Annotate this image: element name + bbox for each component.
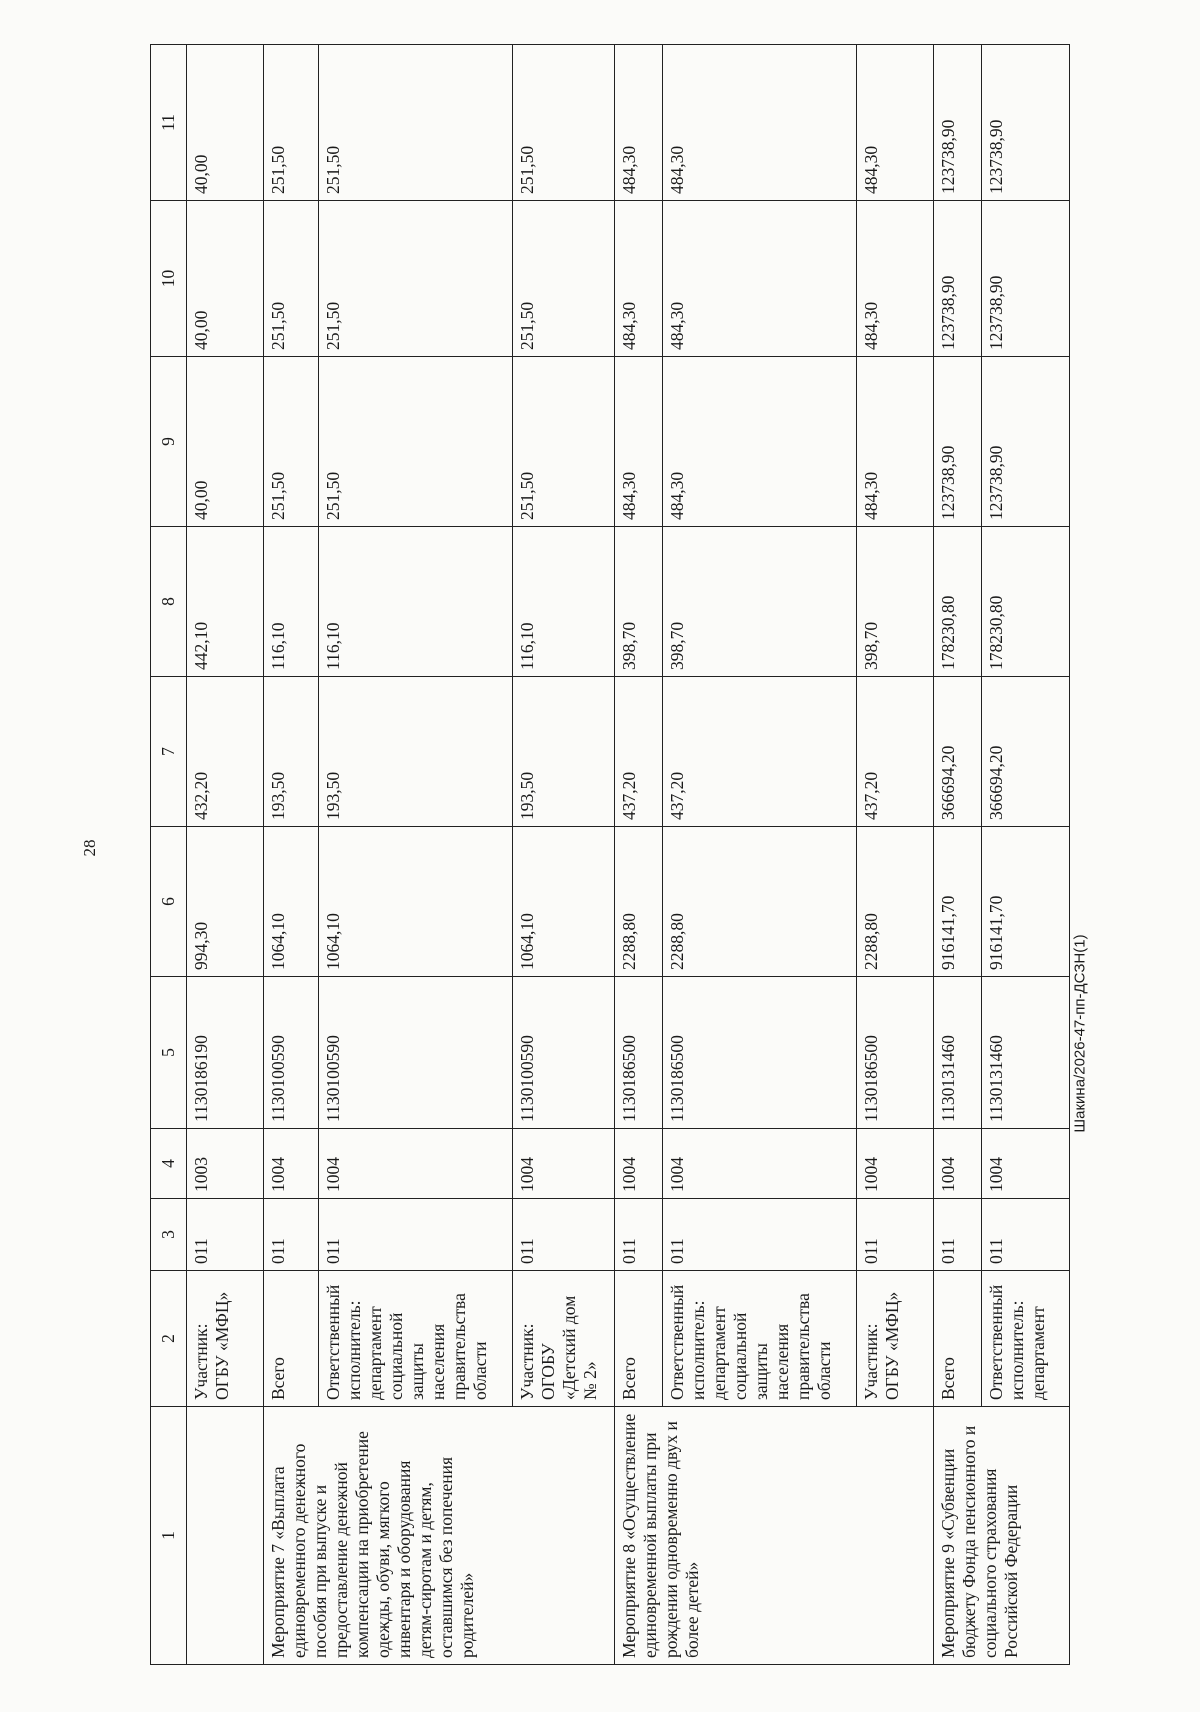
cell-executor: Всего	[614, 1271, 662, 1407]
footer-document-code: Шакина/2026-47-пп-ДСЗН(1)	[1071, 934, 1089, 1133]
cell-value: 437,20	[614, 677, 662, 827]
cell-value: 123738,90	[982, 201, 1070, 357]
cell-value: 123738,90	[933, 201, 981, 357]
cell-measure: Мероприятие 8 «Осуществление единовременной выплаты при рождении одновременно двух и более детей»	[614, 1407, 933, 1665]
cell-measure	[187, 1407, 264, 1665]
column-header: 1	[151, 1407, 187, 1665]
cell-value: 193,50	[512, 677, 614, 827]
cell-value: 1004	[982, 1129, 1070, 1199]
cell-value: 193,50	[263, 677, 318, 827]
cell-executor: Всего	[933, 1271, 981, 1407]
cell-executor: Ответственный исполнитель: департамент социальной защиты населения правительства области	[663, 1271, 857, 1407]
cell-value: 1130131460	[982, 977, 1070, 1129]
page-number: 28	[80, 839, 99, 857]
cell-value: 1130100590	[263, 977, 318, 1129]
cell-value: 251,50	[318, 201, 512, 357]
cell-value: 40,00	[187, 45, 264, 201]
cell-value: 1004	[512, 1129, 614, 1199]
cell-value: 366694,20	[982, 677, 1070, 827]
cell-value: 011	[318, 1199, 512, 1271]
cell-value: 1130186500	[663, 977, 857, 1129]
cell-value: 011	[187, 1199, 264, 1271]
cell-value: 193,50	[318, 677, 512, 827]
cell-value: 398,70	[614, 527, 662, 677]
cell-value: 2288,80	[663, 827, 857, 977]
cell-value: 484,30	[857, 357, 934, 527]
cell-value: 011	[614, 1199, 662, 1271]
cell-value: 1004	[857, 1129, 934, 1199]
cell-value: 994,30	[187, 827, 264, 977]
cell-value: 123738,90	[933, 45, 981, 201]
cell-value: 1064,10	[263, 827, 318, 977]
cell-value: 484,30	[663, 45, 857, 201]
cell-value: 484,30	[663, 357, 857, 527]
cell-executor: Участник: ОГОБУ «Детский дом № 2»	[512, 1271, 614, 1407]
cell-value: 398,70	[857, 527, 934, 677]
cell-value: 011	[982, 1199, 1070, 1271]
cell-value: 484,30	[614, 201, 662, 357]
cell-value: 366694,20	[933, 677, 981, 827]
cell-value: 1064,10	[318, 827, 512, 977]
column-header: 10	[151, 201, 187, 357]
cell-value: 123738,90	[982, 357, 1070, 527]
cell-value: 011	[857, 1199, 934, 1271]
cell-value: 916141,70	[933, 827, 981, 977]
cell-value: 011	[933, 1199, 981, 1271]
cell-value: 484,30	[857, 201, 934, 357]
column-header: 11	[151, 45, 187, 201]
cell-value: 2288,80	[857, 827, 934, 977]
column-header: 5	[151, 977, 187, 1129]
cell-value: 251,50	[263, 45, 318, 201]
rotated-table-wrapper	[150, 45, 1070, 1665]
cell-value: 251,50	[263, 201, 318, 357]
cell-value: 011	[512, 1199, 614, 1271]
column-header: 6	[151, 827, 187, 977]
cell-value: 1004	[663, 1129, 857, 1199]
cell-value: 123738,90	[933, 357, 981, 527]
cell-value: 1130100590	[318, 977, 512, 1129]
cell-executor: Участник: ОГБУ «МФЦ»	[187, 1271, 264, 1407]
cell-value: 484,30	[857, 45, 934, 201]
cell-value: 251,50	[512, 201, 614, 357]
cell-executor: Всего	[263, 1271, 318, 1407]
column-header: 8	[151, 527, 187, 677]
cell-value: 1130131460	[933, 977, 981, 1129]
cell-value: 123738,90	[982, 45, 1070, 201]
cell-value: 178230,80	[982, 527, 1070, 677]
cell-value: 1004	[318, 1129, 512, 1199]
cell-value: 116,10	[512, 527, 614, 677]
column-header: 7	[151, 677, 187, 827]
cell-value: 437,20	[663, 677, 857, 827]
cell-value: 116,10	[263, 527, 318, 677]
cell-value: 011	[663, 1199, 857, 1271]
cell-executor: Ответственный исполнитель: департамент	[982, 1271, 1070, 1407]
table-row	[263, 45, 318, 1665]
cell-value: 484,30	[614, 357, 662, 527]
column-header: 3	[151, 1199, 187, 1271]
cell-value: 251,50	[318, 45, 512, 201]
cell-value: 484,30	[614, 45, 662, 201]
cell-value: 1130186500	[614, 977, 662, 1129]
cell-value: 1130186500	[857, 977, 934, 1129]
cell-executor: Ответственный исполнитель: департамент социальной защиты населения правительства области	[318, 1271, 512, 1407]
cell-measure: Мероприятие 9 «Субвенции бюджету Фонда пенсионного и социального страхования Российской Федерации	[933, 1407, 1069, 1665]
cell-value: 1064,10	[512, 827, 614, 977]
cell-value: 40,00	[187, 201, 264, 357]
cell-measure: Мероприятие 7 «Выплата единовременного денежного пособия при выпуске и предоставление денежной компенсации на приобретение одежды, обуви, мягкого инвентаря и оборудования детям-сиротам и детям, оставшимся без попечения родителей»	[263, 1407, 614, 1665]
budget-table	[150, 44, 1070, 1665]
header-row	[151, 45, 187, 1665]
table-row	[187, 45, 264, 1665]
cell-value: 432,20	[187, 677, 264, 827]
cell-value: 251,50	[512, 45, 614, 201]
cell-value: 484,30	[663, 201, 857, 357]
cell-value: 1003	[187, 1129, 264, 1199]
cell-value: 251,50	[512, 357, 614, 527]
cell-value: 1130186190	[187, 977, 264, 1129]
table-row	[614, 45, 662, 1665]
cell-value: 011	[263, 1199, 318, 1271]
cell-value: 1004	[933, 1129, 981, 1199]
cell-value: 1130100590	[512, 977, 614, 1129]
cell-value: 116,10	[318, 527, 512, 677]
cell-value: 916141,70	[982, 827, 1070, 977]
cell-value: 442,10	[187, 527, 264, 677]
cell-value: 251,50	[318, 357, 512, 527]
column-header: 4	[151, 1129, 187, 1199]
cell-value: 1004	[614, 1129, 662, 1199]
table-row	[933, 45, 981, 1665]
cell-value: 1004	[263, 1129, 318, 1199]
cell-value: 251,50	[263, 357, 318, 527]
cell-value: 437,20	[857, 677, 934, 827]
column-header: 2	[151, 1271, 187, 1407]
cell-value: 2288,80	[614, 827, 662, 977]
cell-value: 178230,80	[933, 527, 981, 677]
cell-value: 398,70	[663, 527, 857, 677]
cell-executor: Участник: ОГБУ «МФЦ»	[857, 1271, 934, 1407]
column-header: 9	[151, 357, 187, 527]
cell-value: 40,00	[187, 357, 264, 527]
